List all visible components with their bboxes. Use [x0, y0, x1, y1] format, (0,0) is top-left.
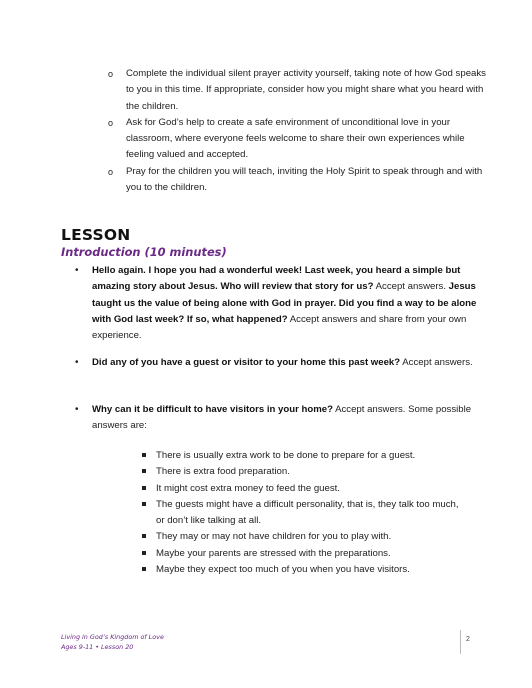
- list-item: They may or may not have children for you to play with.: [142, 529, 462, 545]
- list-marker: o: [108, 69, 114, 79]
- list-item: • Why can it be difficult to have visitors in your home? Accept answers. Some possible answers are:: [75, 404, 472, 432]
- list-item: There is extra food preparation.: [142, 464, 462, 480]
- bullet-marker: •: [75, 265, 79, 276]
- bullet-marker: •: [75, 404, 79, 415]
- list-item: o Ask for God’s help to create a safe environment of unconditional love in your classroom, where everyone feels welcome to share their own experiences while feeling valued and accepted.: [108, 116, 465, 161]
- list-item: Maybe your parents are stressed with the preparations.: [142, 546, 462, 562]
- square-bullet-icon: [142, 534, 146, 538]
- introduction-heading: Introduction (10 minutes): [61, 245, 227, 259]
- preparation-list: [108, 66, 488, 196]
- list-marker: o: [108, 166, 114, 177]
- lesson-heading: LESSON: [61, 226, 131, 244]
- list-marker: o: [108, 117, 114, 128]
- question-list-1: [72, 263, 492, 344]
- square-bullet-icon: [142, 453, 146, 457]
- footer-divider: [460, 630, 461, 654]
- square-bullet-icon: [142, 567, 146, 571]
- list-item: • Did any of you have a guest or visitor to your home this past week? Accept answers.: [72, 355, 492, 371]
- answers-list: [142, 448, 462, 578]
- list-item: Maybe they expect too much of you when you have visitors.: [142, 562, 462, 578]
- list-item: There is usually extra work to be done to prepare for a guest.: [142, 448, 462, 464]
- footer-line-1: Living in God’s Kingdom of Love: [61, 633, 164, 641]
- question-list-3: [72, 402, 492, 435]
- list-item: o Pray for the children you will teach, inviting the Holy Spirit to speak through and with you to the children.: [108, 165, 483, 194]
- question-list-2: [72, 355, 492, 371]
- bullet-marker: •: [75, 357, 79, 368]
- list-item: It might cost extra money to feed the guest.: [142, 481, 462, 497]
- square-bullet-icon: [142, 469, 146, 473]
- square-bullet-icon: [142, 551, 146, 555]
- list-item: • Hello again. I hope you had a wonderful week! Last week, you heard a simple but amazing story about Jesus. Who will review that story for us? Accept answers. Jesus taught us the value of being alone with God in prayer. Did you find a way to be alone with God last week? If so, what happened? Accept answers and share from your own experience.: [75, 265, 477, 342]
- list-item: o Complete the individual silent prayer activity yourself, taking note of how God speaks to you in this time. If appropriate, consider how you might share what you heard with the children.: [108, 68, 486, 112]
- footer-line-2: Ages 9-11 • Lesson 20: [61, 643, 134, 651]
- square-bullet-icon: [142, 502, 146, 506]
- list-item: The guests might have a difficult personality, that is, they talk too much, or don’t like talking at all.: [142, 497, 462, 530]
- page-number: 2: [466, 636, 470, 643]
- footer-title: [61, 632, 164, 652]
- square-bullet-icon: [142, 486, 146, 490]
